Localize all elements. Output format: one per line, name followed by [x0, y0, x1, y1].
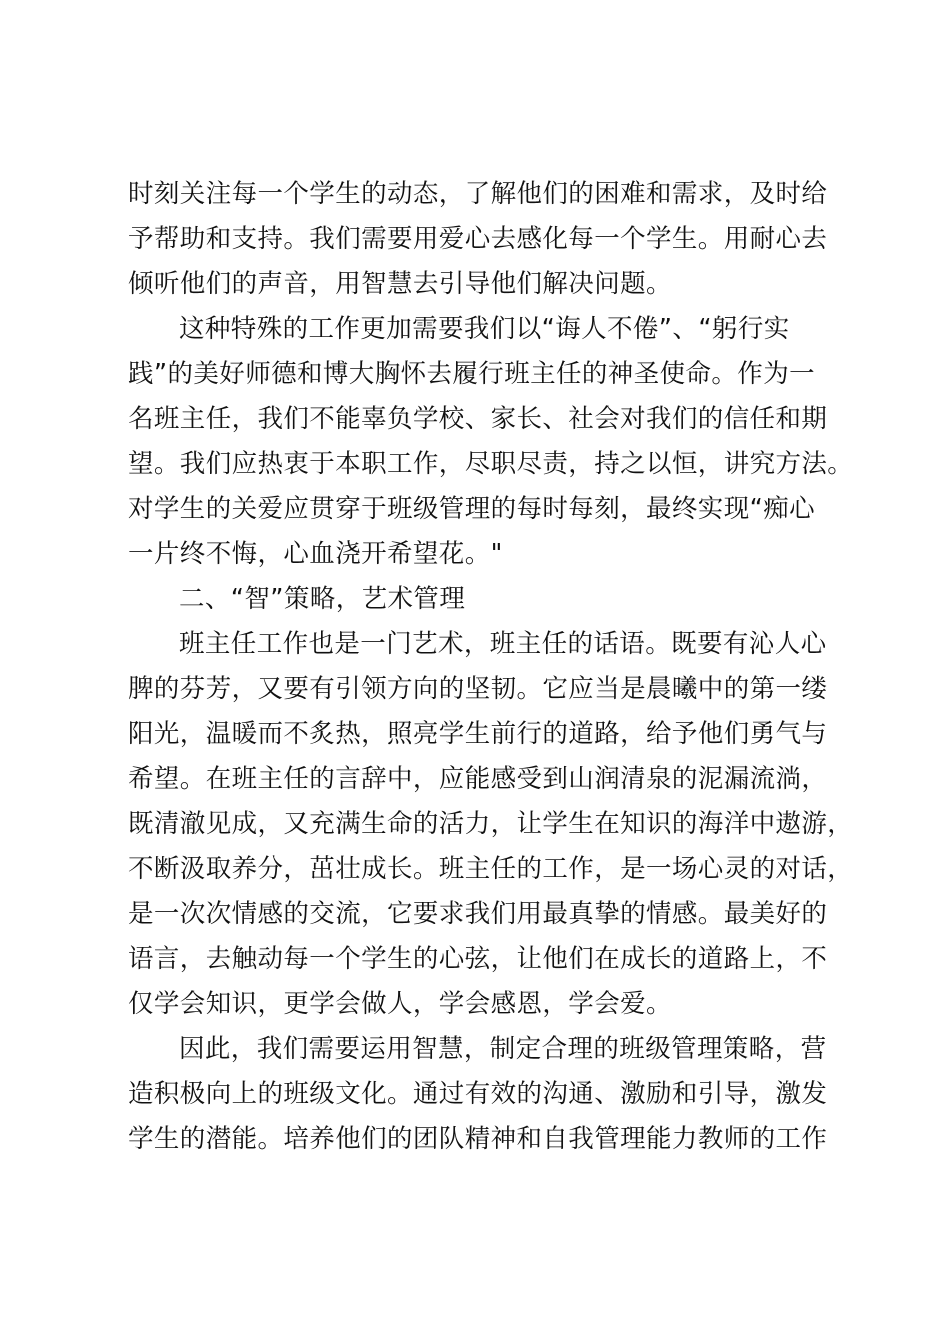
- text-line: 是一次次情感的交流，它要求我们用最真挚的情感。最美好的: [128, 899, 828, 929]
- text-line: 阳光，温暖而不炙热，照亮学生前行的道路，给予他们勇气与: [128, 719, 828, 749]
- text-line: 希望。在班主任的言辞中，应能感受到山润清泉的泥漏流淌，: [128, 764, 828, 794]
- text-line: 不断汲取养分，茁壮成长。班主任的工作，是一场心灵的对话，: [128, 854, 854, 884]
- text-line: 脾的芬芳，又要有引领方向的坚韧。它应当是晨曦中的第一缕: [128, 674, 828, 704]
- text-line: 仅学会知识，更学会做人，学会感恩，学会爱。: [128, 989, 672, 1019]
- text-line: 既清澈见成，又充满生命的活力，让学生在知识的海洋中遨游，: [128, 809, 854, 839]
- text-line: 践”的美好师德和博大胸怀去履行班主任的神圣使命。作为一: [128, 359, 816, 389]
- paragraph-4: [128, 1027, 864, 1162]
- section-heading: [128, 577, 864, 622]
- text-line: 对学生的关爱应贯穿于班级管理的每时每刻，最终实现“痴心: [128, 494, 816, 524]
- text-line: 这种特殊的工作更加需要我们以“诲人不倦”、“躬行实: [179, 314, 790, 344]
- paragraph-2: [128, 307, 864, 577]
- text-line: 望。我们应热衷于本职工作，尽职尽责，持之以恒，讲究方法。: [128, 449, 854, 479]
- text-line: 予帮助和支持。我们需要用爱心去感化每一个学生。用耐心去: [128, 224, 828, 254]
- text-line: 造积极向上的班级文化。通过有效的沟通、激励和引导，激发: [128, 1079, 828, 1109]
- paragraph-3: [128, 622, 864, 1027]
- text-line: 时刻关注每一个学生的动态，了解他们的困难和需求，及时给: [128, 179, 828, 209]
- text-line: 一片终不悔，心血浇开希望花。": [128, 539, 503, 569]
- section-heading-text: 二、“智”策略，艺术管理: [179, 584, 466, 614]
- document-body: [128, 172, 864, 1162]
- text-line: 语言，去触动每一个学生的心弦，让他们在成长的道路上，不: [128, 944, 828, 974]
- text-line: 倾听他们的声音，用智慧去引导他们解决问题。: [128, 269, 672, 299]
- text-line: 班主任工作也是一门艺术，班主任的话语。既要有沁人心: [179, 629, 827, 659]
- text-line: 因此，我们需要运用智慧，制定合理的班级管理策略，营: [179, 1034, 827, 1064]
- paragraph-1: [128, 172, 864, 307]
- text-line: 名班主任，我们不能辜负学校、家长、社会对我们的信任和期: [128, 404, 828, 434]
- text-line: 学生的潜能。培养他们的团队精神和自我管理能力教师的工作: [128, 1124, 828, 1154]
